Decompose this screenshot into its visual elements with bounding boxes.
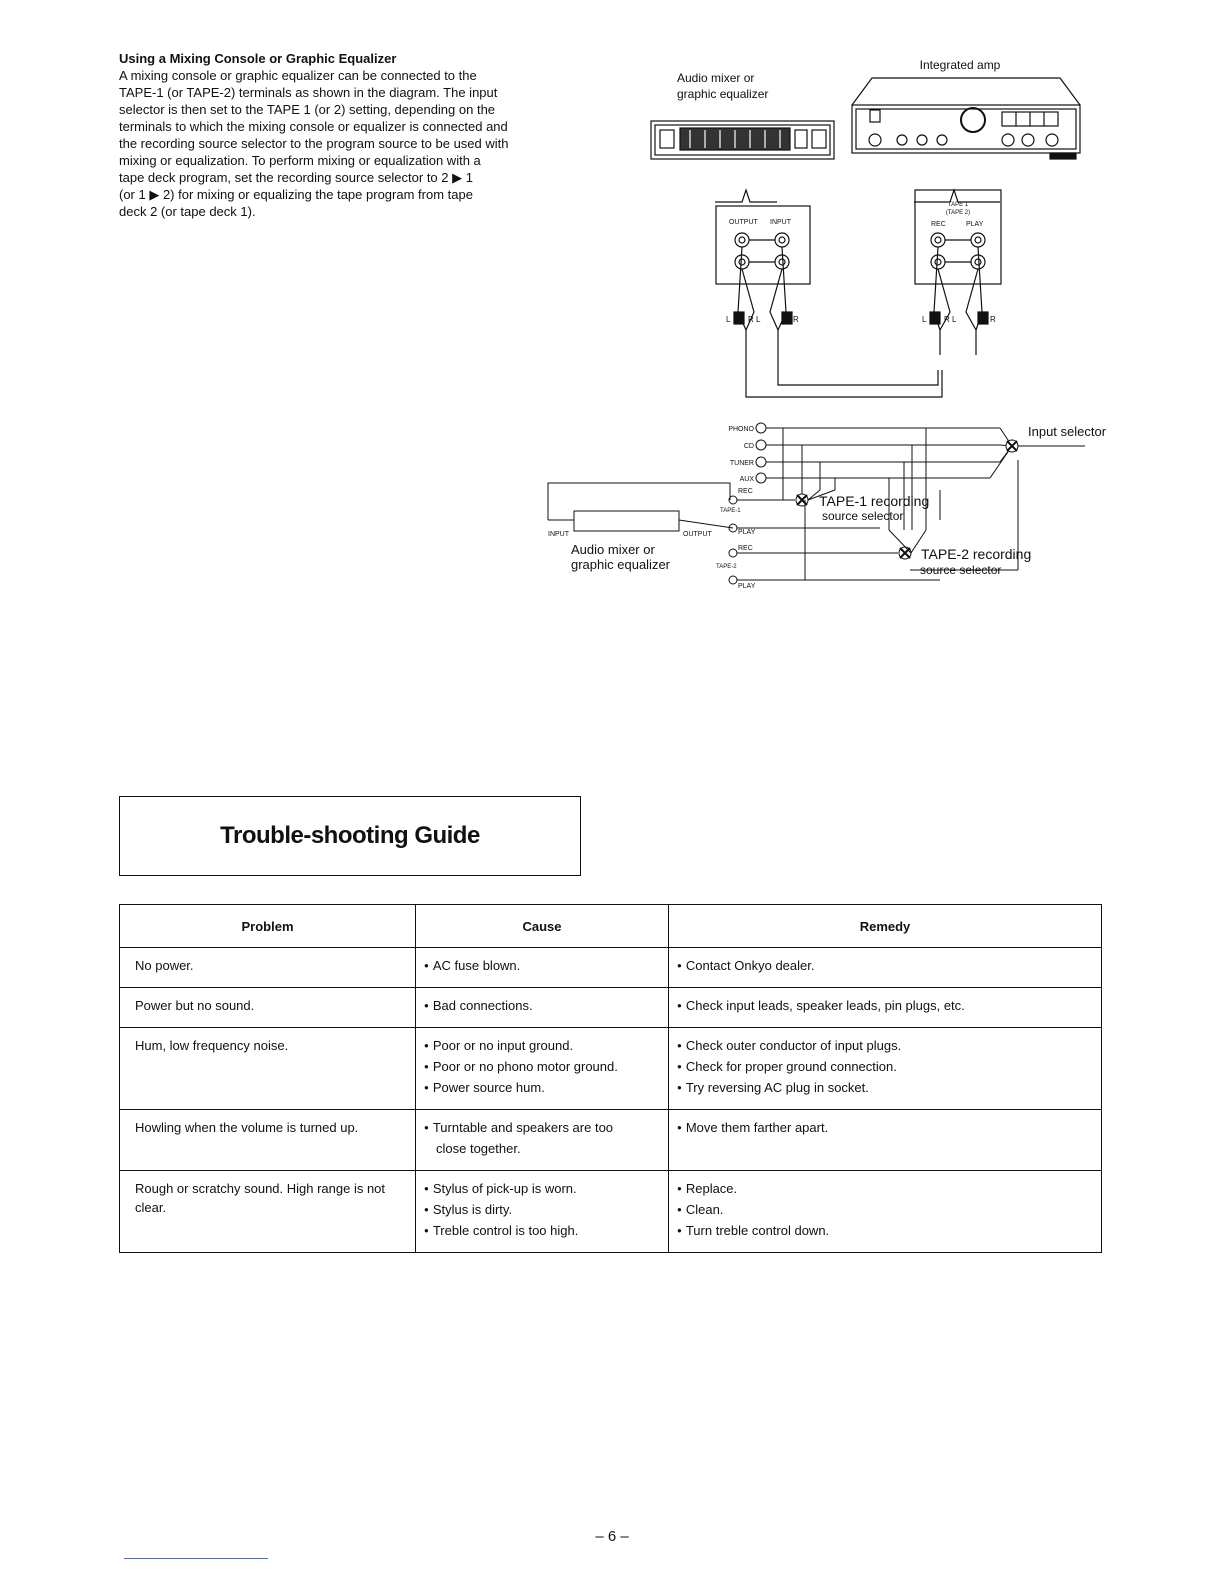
jack-output-label: OUTPUT: [729, 219, 758, 226]
mixer-top-label-line2: graphic equalizer: [677, 87, 769, 101]
remedy-item: ● Check for proper ground connection.: [677, 1057, 1095, 1078]
tape1-selector-label-line1: TAPE-1 recording: [819, 493, 930, 509]
amplifier-illustration: [852, 78, 1080, 159]
mixer-jack-panel: [716, 206, 810, 284]
mixer-bottom-label-line2: graphic equalizer: [571, 557, 671, 572]
connection-diagram: [540, 50, 1130, 610]
intro-line: TAPE-1 (or TAPE-2) terminals as shown in the diagram. The input: [119, 85, 498, 100]
right-channel-label: R: [793, 315, 799, 324]
intro-line: deck 2 (or tape deck 1).: [119, 204, 256, 219]
remedy-item: ● Try reversing AC plug in socket.: [677, 1078, 1095, 1099]
jack-tape2-label: (TAPE 2): [945, 210, 971, 216]
remedy-item: ● Contact Onkyo dealer.: [677, 956, 1095, 977]
right-channel-label: R: [944, 315, 950, 324]
cause-item: ● Bad connections.: [424, 996, 662, 1017]
source-cd-label: CD: [743, 443, 754, 450]
footer-rule: [124, 1558, 268, 1559]
mixer-top-label-line1: Audio mixer or: [677, 71, 755, 85]
cause-cell: [416, 1110, 669, 1171]
right-channel-label: R: [748, 315, 754, 324]
jack-rec-label: REC: [931, 221, 946, 228]
remedy-item: ● Check input leads, speaker leads, pin plugs, etc.: [677, 996, 1095, 1017]
cause-item: ● Poor or no input ground.: [424, 1036, 662, 1057]
cause-item: ● AC fuse blown.: [424, 956, 662, 977]
cause-cell: [416, 948, 669, 988]
cause-cell: [416, 1028, 669, 1110]
table-row: [120, 1028, 1102, 1110]
problem-cell: Hum, low frequency noise.: [120, 1028, 416, 1110]
intro-heading: Using a Mixing Console or Graphic Equalizer: [119, 51, 397, 66]
table-header-row: [120, 905, 1102, 948]
cause-item: ● Turntable and speakers are too: [424, 1118, 662, 1139]
table-row: [120, 988, 1102, 1028]
right-channel-label: R: [990, 315, 996, 324]
cause-item: ● Stylus is dirty.: [424, 1200, 662, 1221]
equalizer-illustration: [651, 121, 834, 159]
tape1-play-label: PLAY: [738, 529, 756, 536]
jack-input-label: INPUT: [770, 219, 791, 226]
cause-cell: [416, 1171, 669, 1253]
problem-cell: Rough or scratchy sound. High range is not clear.: [120, 1171, 416, 1253]
problem-cell: Howling when the volume is turned up.: [120, 1110, 416, 1171]
left-channel-label: L: [952, 315, 957, 324]
tape1-selector-label-line2: source selector: [822, 509, 904, 523]
jack-tape1-label: TAPE 1: [947, 202, 969, 208]
remedy-item: ● Turn treble control down.: [677, 1221, 1095, 1242]
intro-line: terminals to which the mixing console or equalizer is connected and: [119, 119, 508, 134]
intro-line: tape deck program, set the recording source selector to 2 ▶ 1: [119, 170, 473, 185]
tape2-play-label: PLAY: [738, 583, 756, 590]
remedy-cell: [669, 1028, 1102, 1110]
jack-play-label: PLAY: [966, 221, 984, 228]
cause-item-continued: close together.: [436, 1141, 521, 1156]
guide-title-box: [119, 796, 581, 876]
remedy-cell: [669, 1110, 1102, 1171]
cause-cell: [416, 988, 669, 1028]
problem-cell: Power but no sound.: [120, 988, 416, 1028]
tape1-label: TAPE-1: [720, 508, 741, 514]
page-number: – 6 –: [595, 1528, 629, 1545]
cables: [734, 247, 988, 397]
left-channel-label: L: [756, 315, 761, 324]
input-selector-label: Input selector: [1028, 424, 1107, 439]
cause-item: ● Power source hum.: [424, 1078, 662, 1099]
remedy-cell: [669, 948, 1102, 988]
cause-item: ● Poor or no phono motor ground.: [424, 1057, 662, 1078]
cause-item: ● Stylus of pick-up is worn.: [424, 1179, 662, 1200]
cause-item: ● Treble control is too high.: [424, 1221, 662, 1242]
left-channel-label: L: [726, 315, 731, 324]
tape2-rec-label: REC: [738, 545, 753, 552]
remedy-item: ● Move them farther apart.: [677, 1118, 1095, 1139]
table-row: [120, 1171, 1102, 1253]
intro-line: (or 1 ▶ 2) for mixing or equalizing the tape program from tape: [119, 187, 473, 202]
intro-line: mixing or equalization. To perform mixing or equalization with a: [119, 153, 481, 168]
remedy-item: ● Replace.: [677, 1179, 1095, 1200]
cause-header: Cause: [416, 905, 669, 948]
intro-line: A mixing console or graphic equalizer can be connected to the: [119, 68, 477, 83]
source-tuner-label: TUNER: [729, 460, 754, 467]
intro-section: [119, 50, 589, 220]
tape1-rec-label: REC: [738, 488, 753, 495]
tape2-selector-label-line1: TAPE-2 recording: [921, 546, 1032, 562]
source-phono-label: PHONO: [728, 426, 754, 433]
source-aux-label: AUX: [739, 476, 754, 483]
troubleshooting-table: [119, 904, 1102, 1253]
remedy-header: Remedy: [669, 905, 1102, 948]
table-row: [120, 1110, 1102, 1171]
guide-title: Trouble-shooting Guide: [220, 822, 480, 849]
left-channel-label: L: [922, 315, 927, 324]
table-row: [120, 948, 1102, 988]
remedy-cell: [669, 988, 1102, 1028]
mixer-bottom-label-line1: Audio mixer or: [571, 542, 655, 557]
integrated-amp-label: Integrated amp: [919, 58, 1001, 72]
intro-line: selector is then set to the TAPE 1 (or 2) setting, depending on the: [119, 102, 496, 117]
intro-line: the recording source selector to the program source to be used with: [119, 136, 509, 151]
problem-cell: No power.: [120, 948, 416, 988]
mixer-input-label: INPUT: [548, 531, 569, 538]
remedy-item: ● Check outer conductor of input plugs.: [677, 1036, 1095, 1057]
remedy-item: ● Clean.: [677, 1200, 1095, 1221]
problem-header: Problem: [120, 905, 416, 948]
mixer-output-label: OUTPUT: [683, 531, 712, 538]
remedy-cell: [669, 1171, 1102, 1253]
tape2-selector-label-line2: source selector: [920, 563, 1002, 577]
tape2-label: TAPE-2: [716, 564, 737, 570]
